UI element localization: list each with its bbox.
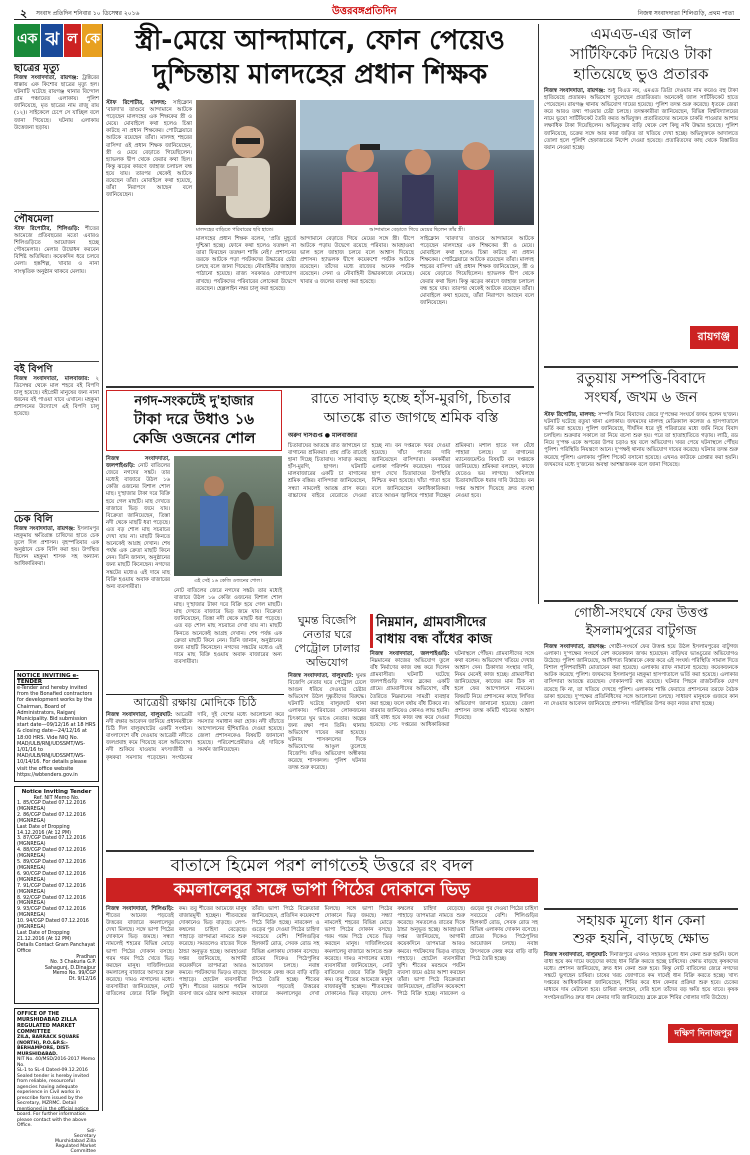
dakshin-dinajpur-tag: দক্ষিণ দিনাজপুর	[668, 1024, 738, 1043]
page-header	[14, 4, 740, 20]
note-col-2: নোট বাতিলের জেরে নগদের সঙ্কট। তার মধ্যেই বাজারে উঠল ১৬ কেজি ওজনের বিশাল শোল মাছ। দু'হাজার টাকা দরে বিক্রি হয়ে গেল মাছটি। মাছ দেখতে বাজারে ভিড় জমে যায়। বিক্রেতা জানিয়েছেন, তিস্তা নদী থেকে মাছটি ধরা পড়েছে। এত বড় শোল মাছ সচরাচর দেখা যায় না। মাছটি কিনতে অনেকেই আগ্রহ দেখান। শেষ পর্যন্ত এক ক্রেতা মাছটি কিনে নেন। তিনি জানান, অনুষ্ঠানের জন্য মাছটি কিনেছেন। নগদের সঙ্কটের মধ্যেও এই দামে মাছ বিক্রি হওয়ায় অবাক বাজারের অন্য ব্যবসায়ীরা।	[174, 588, 282, 665]
dateline: নিজস্ব সংবাদদাতা, রায়গঞ্জ:	[544, 88, 606, 94]
tender-row: 2. 86/CGP Dated 07.12.2016	[17, 812, 86, 818]
bjp-headline-3: পেট্রোল ঢালার	[294, 642, 360, 655]
ekjhalake-item-body: ২ ডিসেম্বর থেকে মাল শহরে বই বিপণি চালু হয়েছে। বইপ্রেমী মানুষের জন্য নানা ধরনের বই পাওয়া যাবে এখানে। মহকুমা প্রশাসনের উদ্যোগে এই বিপণি চালু হয়েছে।	[14, 376, 99, 418]
med-headline-3: হাতিয়েছে ভুও প্রতারক	[573, 65, 709, 83]
dateline: স্টাফ রিপোর্টার, মালদহ:	[106, 100, 167, 106]
tender-row: (MGNREGA)	[17, 925, 46, 931]
note-headline-1: নগদ-সংকটেই দু'হাজার	[134, 394, 254, 409]
shol-fish-story	[106, 390, 282, 690]
ekjhalake-item-title: পৌষমেলা	[14, 214, 54, 225]
tender-row: (MGNREGA)	[17, 818, 46, 824]
lead-col-4: সাইক্লোন 'বারদা'র তাণ্ডবে আন্দামানে আটকে পড়েছেন মালদহের এক শিক্ষকের স্ত্রী ও মেয়ে। মোবাইলে কথা হলেও চিন্তা কাটছে না প্রধান শিক্ষকের। পোর্টব্লেয়ারে আটকে রয়েছেন তাঁরা। মালদহ শহরের বাসিন্দা ওই প্রধান শিক্ষক জানিয়েছেন, স্ত্রী ও মেয়ে বেড়াতে গিয়েছিলেন। হ্যাভলক দ্বীপ থেকে ফেরার কথা ছিল। কিন্তু ঝড়ের কারণে জাহাজ চলাচল বন্ধ হয়ে যায়। তারপর থেকেই আটকে রয়েছেন তাঁরা। মোবাইলে কথা হয়েছে, তাঁরা নিরাপদে আছেন বলে জানিয়েছেন।	[420, 236, 534, 306]
bandh-headline-2: বাধায় বন্ধ বাঁধের কাজ	[376, 632, 492, 647]
himel-body-text-cont: শীতের আমেজ পড়তেই উত্তরের বাজারে কমলালেবুর দেখা মিলছে। সঙ্গে ভাপা পিঠের দোকানে ভিড় জমছে। সন্ধ্যা নামলেই শহরের বিভিন্ন মোড়ে ভাপা পিঠের দোকান বসছে। গরম গরম পিঠে খেতে ভিড় করছেন মানুষ। দার্জিলিংয়ের কমলালেবু বাজারে আসতে শুরু করেছে। দামও নাগালের মধ্যে। ব্যবসায়ীরা জানিয়েছেন, নোট বাতিলের জেরে বিক্রি কিছুটা কম। তবু শীতের আমেজে মানুষ বাজারমুখী হচ্ছেন। শীতবস্ত্রের দোকানেও ভিড় বাড়ছে। লেপ-কম্বলের চাহিদা বেড়েছে। পাহাড়ে তাপমাত্রা নামতে শুরু করেছে। সমতলেও রাতের দিকে ঠান্ডা অনুভূত হচ্ছে। আবহাওয়া দপ্তর জানিয়েছে, আগামী কয়েকদিনে তাপমাত্রা আরও কমবে। পর্যটকদের ভিড়ও বাড়ছে পাহাড়ে। হোটেল ব্যবসায়ীরা খুশি। শীতের মরশুমে পর্যটন ব্যবসা জমে ওঠার আশা করছেন তাঁরা। ভাপা পিঠে বিক্রেতারা জানিয়েছেন, প্রতিদিন কয়েকশো পিঠে বিক্রি হচ্ছে। নারকেল ও গুড়ের পুর দেওয়া পিঠের চাহিদা সবচেয়ে বেশি। শিলিগুড়ির হিলকার্ট রোড, সেবক রোড সহ বিভিন্ন এলাকায় দোকান বসেছে। গ্রামের দিকেও পিঠেপুলির আয়োজন চলছে। নবান্ন উৎসবকে কেন্দ্র করে বাড়ি বাড়ি পিঠে তৈরি হচ্ছে।	[251, 906, 538, 998]
bjp-headline-4: অভিযোগ	[305, 656, 349, 669]
med-headline-2: সার্টিফিকেট দিয়েও টাকা	[570, 45, 712, 63]
tender-row: 4. 88/CGP Dated 07.12.2016	[17, 848, 86, 854]
tender-row: Last Date of Dropping 14.12.2016 (At 12 PM)	[17, 824, 71, 836]
atreyee-body-text: আত্রেয়ী নদী রক্ষার আবেদন জানিয়ে প্রধানমন্ত্রীকে চিঠি দিল বালুরঘাটের একটি সংগঠন। বাংলাদেশে বাঁধ দেওয়ায় আত্রেয়ী নদীতে জলপ্রবাহ কমে গিয়েছে বলে অভিযোগ। নদী শুকিয়ে যাওয়ায় মৎস্যজীবী ও কৃষকরা সমস্যায় পড়েছেন। সংগঠনের দাবি, দুই দেশের মধ্যে আলোচনা করে সমস্যার সমাধান করা হোক। নদী বাঁচাতে আন্দোলনের হুঁশিয়ারিও দেওয়া হয়েছে। জেলা প্রশাসনকেও বিষয়টি জানানো হয়েছে। পরিবেশপ্রেমীরাও এই দাবিকে সমর্থন জানিয়েছেন।	[106, 712, 284, 761]
lead-story	[106, 24, 534, 384]
islampur-body	[544, 644, 738, 904]
lead-photo-teacher	[196, 100, 296, 225]
islampur-headline-2: ইসলামপুরের বাটুগজ	[585, 623, 697, 639]
ratua-body-text: সম্পত্তি নিয়ে বিবাদের জেরে দু'পক্ষের সংঘর্ষে জখম হলেন ছ'জন। ঘটনাটি ঘটেছে রতুয়া থানা এলাকায়। জখমদের মালদহ মেডিক্যাল কলেজ ও হাসপাতালে ভর্তি করা হয়েছে। পুলিশ জানিয়েছে, দীর্ঘদিন ধরে দুই পরিবারের মধ্যে জমি নিয়ে বিবাদ চলছিল। শুক্রবার সকালে তা নিয়ে বচসা শুরু হয়। পরে তা হাতাহাতিতে গড়ায়। লাঠি, রড নিয়ে দু'পক্ষ একে অপরের উপর চড়াও হয় বলে অভিযোগ। খবর পেয়ে ঘটনাস্থলে পৌঁছয় পুলিশ। পরিস্থিতি নিয়ন্ত্রণে আনে। দু'পক্ষই থানায় অভিযোগ দায়ের করেছে। ঘটনার তদন্ত শুরু করেছে পুলিশ। এলাকায় পুলিশ পিকেট বসানো হয়েছে। এখনও কাউকে গ্রেপ্তার করা হয়নি। জখমদের মধ্যে দু'জনের অবস্থা আশঙ্কাজনক বলে জানা গিয়েছে।	[544, 412, 739, 468]
person-silhouette-icon	[196, 100, 296, 225]
tender-notice-raiganj	[14, 670, 99, 782]
ekjhalake-column	[14, 24, 99, 664]
people-group-icon	[300, 100, 534, 225]
tender-body: Sealed tender is hereby invited from reliable, resourceful agencies having adequate experience in Civil works in prescribe form issued by the Secretary, MZRMC. Detail mentioned in the official notice board. For further information please contact with the above Office.	[17, 1073, 89, 1128]
lead-headline-1: স্ত্রী-মেয়ে আন্দামানে, ফোন পেয়েও	[135, 25, 505, 56]
tender-row: (MGNREGA)	[17, 901, 46, 907]
tender-row: (MGNREGA)	[17, 842, 46, 848]
dhan-headline-2: শুরু হয়নি, বাড়ছে ক্ষোভ	[572, 931, 710, 947]
tender-body: e-Tender and hereby invited from the Bonafied contractors for development works by the Chairman, Board of Administrators, Raiganj Municipality. Bid submission start date—09/12/16 at 18 HRS & closing date—24/12/16 at 18:00 HRS. Vide NIQ No. MAD/ULB/RNJ/UDSSMT/WS-1/01/16 to MAD/ULB/RNJ/UDSSMT/WS-10/14/16. For details please visit the office website https://wbtenders.gov.in	[17, 685, 96, 778]
lead-col-1	[106, 100, 192, 384]
dhan-body-text: দিনাজপুরে এখনও সহায়ক মূল্যে ধান কেনা শুরু হয়নি। ফলে বাধ্য হয়ে কম দামে ফড়েদের কাছে ধান বিক্রি করতে হচ্ছে চাষিদের। ক্ষোভ বাড়ছে কৃষকদের মধ্যে। প্রশাসন জানিয়েছে, দ্রুত ধান কেনা শুরু হবে। কিন্তু নোট বাতিলের জেরে নগদের সঙ্কটে ভুগছেন চাষিরা। চাষের খরচ জোগাতে কম দামেই ধান বিক্রি করতে হচ্ছে। খাদ্য দপ্তরের আধিকারিকরা জানিয়েছেন, শিবির করে ধান কেনার প্রক্রিয়া শুরু হবে। চেকের মাধ্যমে দাম মেটানো হবে। চাষিরা বলছেন, দেরি হলে তাঁদের বড় ক্ষতি হয়ে যাবে। কৃষক সংগঠনগুলিও দ্রুত ধান কেনার দাবি জানিয়েছে। ব্লকে ব্লকে শিবির খোলার দাবি উঠেছে।	[544, 952, 738, 1001]
shol-fish-caption: এই সেই ১৬ কেজি ওজনের শোল।	[193, 578, 263, 584]
chicken-headline-1: রাতে সাবাড় হচ্ছে হাঁস-মুরগি, চিতার	[311, 391, 511, 407]
tender-title: NOTICE INVITING e-TENDER	[17, 673, 79, 685]
ratua-story	[544, 370, 738, 598]
dateline: নিজস্ব সংবাদদাতা, রায়গঞ্জ:	[544, 644, 606, 650]
ekjhalake-item	[14, 211, 99, 361]
med-headline-1: এমএড-এর জাল	[590, 25, 692, 43]
ekjhalake-logo-part-3: ল	[64, 24, 80, 57]
dateline: নিজস্ব সংবাদদাতা, বালুরঘাট:	[544, 952, 608, 958]
chicken-body: চিতাবাঘের আতঙ্কে রাত জাগছেন চা বাগানের শ্রমিকরা। প্রায় প্রতি রাতেই হানা দিচ্ছে চিতাবাঘ। সাবাড় করছে হাঁস-মুরগি, ছাগল। ঘটনাটি মালবাজারের একটি চা বাগানের শ্রমিক বস্তির। বাসিন্দারা জানিয়েছেন, সন্ধ্যা নামলেই আতঙ্ক গ্রাস করে। বাচ্চাদের বাইরে বেরোতে দেওয়া হচ্ছে না। বন দপ্তরকে খবর দেওয়া হয়েছে। খাঁচা পাতার দাবি জানিয়েছেন বাসিন্দারা। বনকর্মীরা এলাকা পরিদর্শন করেছেন। পায়ের ছাপ দেখে চিতাবাঘের উপস্থিতি নিশ্চিত করা হয়েছে। খাঁচা পাতা হবে বলে জানিয়েছেন বনাধিকারিকরা। রাতে আগুন জ্বালিয়ে পাহারা দিচ্ছেন শ্রমিকরা। মশাল হাতে দল বেঁধে পাহারা চলছে। চা বাগানের ম্যানেজমেন্টও বিষয়টি বন দপ্তরকে জানিয়েছে। শ্রমিকরা বলছেন, কাজে যেতেও ভয় লাগছে। অবিলম্বে চিতাবাঘটিকে ধরার দাবি উঠেছে। বন দপ্তর আশ্বাস দিয়েছে দ্রুত ব্যবস্থা নেওয়া হবে।	[288, 443, 534, 499]
ekjhalake-item-body: শীতের আমেজে প্রতিবছরের মতো এবারও শিলিগুড়িতে আয়োজন হচ্ছে পৌষমেলার। মেলার উদ্বোধন করবেন বিশিষ্ট অতিথিরা। কয়েকদিন ধরে চলবে মেলা। হস্তশিল্প, খাবার ও নানা সাংস্কৃতিক অনুষ্ঠান থাকবে মেলায়।	[14, 226, 100, 275]
tender-row: 10. 94/CGP Dated 07.12.2016	[17, 919, 89, 925]
ekjhalake-logo-part-1: এক	[14, 24, 40, 57]
tender-sign: Sd/- Secretary Murshidabad Zilla Regulated Market Committee	[55, 1128, 96, 1155]
tender-sign: Pradhan No. 3 Chakuria G.P. Sahagunj, D.Dinajpur Memo No. 99/CGP Dt. 9/12/16	[44, 954, 96, 982]
bjp-story	[288, 614, 366, 846]
atreyee-headline: আত্রেয়ী রক্ষায় মোদিকে চিঠি	[106, 694, 284, 710]
shol-fish-photo	[174, 456, 282, 576]
atreyee-body	[106, 712, 284, 842]
ekjhalake-item-body: ইসলামপুর মহকুমায় ক্ষতিগ্রস্ত চাষিদের হাতে চেক তুলে দিল প্রশাসন। বৃহস্পতিবার এক অনুষ্ঠানে চেক বিলি করা হয়। উপস্থিত ছিলেন মহকুমা শাসক সহ অন্যান্য আধিকারিকরা।	[14, 526, 100, 568]
tender-notice-chakuria	[14, 786, 99, 1004]
ekjhalake-item	[14, 63, 99, 211]
tender-title: Notice Inviting Tender	[21, 789, 92, 795]
tender-row: 7. 91/CGP Dated 07.12.2016	[17, 883, 86, 889]
note-col-1	[106, 456, 170, 690]
dateline: নিজস্ব সংবাদদাতা, শিলিগুড়ি:	[106, 906, 174, 912]
tender-row: 5. 89/CGP Dated 07.12.2016	[17, 860, 86, 866]
bjp-headline-2: নেতার ঘরে	[302, 628, 352, 641]
note-headline-box	[106, 390, 282, 451]
raiganj-tag: রায়গঞ্জ	[690, 326, 738, 349]
tender-memo-2: SL-1 to SL-4 Dated-09.12.2016	[17, 1068, 88, 1073]
ratua-headline-1: রতুয়ায় সম্পত্তি-বিবাদে	[576, 371, 706, 387]
header-right: নিজস্ব সংবাদদাতা শিলিগুড়ি, প্রথম পাতা	[637, 10, 734, 17]
lead-col-3: আন্দামানে বেড়াতে গিয়ে মেয়ের সঙ্গে স্ত্রী। দ্বীপে আটকে পড়ায় উদ্বেগে রয়েছে পরিবার। আবহাওয়া ভাল হলে জাহাজ চলবে বলে আশ্বাস দিয়েছে প্রশাসন। হ্যাভলক দ্বীপে কয়েকশো পর্যটক আটকে রয়েছেন। তাঁদের মধ্যে রাজ্যের অনেক পর্যটক রয়েছেন। সেনা ও নৌবাহিনী উদ্ধারকাজে নেমেছে। খাবার ও জলের ব্যবস্থা করা হয়েছে।	[300, 236, 414, 285]
tender-title: OFFICE OF THE MURSHIDABAD ZILLA REGULATED MARKET COMMITTEE	[17, 1011, 77, 1035]
lead-headline-2: দুশ্চিন্তায় মালদহের প্রধান শিক্ষক	[152, 59, 488, 90]
masthead: উত্তরবঙ্গপ্রতিদিন	[332, 6, 397, 17]
med-body-text: শুধু বিএড নয়, এমএড ডিগ্রি দেওয়ার নাম করেও বহু টাকা হাতিয়েছে প্রতারক। অভিযোগ তুলেছেন প্রতারিতরা। অনেকেই জাল সার্টিফিকেট হাতে পেয়েছেন। রায়গঞ্জ থানায় অভিযোগ দায়ের হয়েছে। পুলিশ তদন্ত শুরু করেছে। ধৃতকে জেরা করে আরও তথ্য পাওয়ার চেষ্টা চলছে। তদন্তকারীরা জানিয়েছেন, বিভিন্ন বিশ্ববিদ্যালয়ের নামে ভুয়ো সার্টিফিকেট তৈরি করত অভিযুক্ত। প্রতারিতদের অনেকে চাকরি পাওয়ার আশায় লক্ষাধিক টাকা দিয়েছিলেন। অভিযুক্তের বাড়ি থেকে বেশ কিছু নথি উদ্ধার হয়েছে। পুলিশ জানিয়েছে, চক্রের সঙ্গে আর কারা জড়িত তা খতিয়ে দেখা হচ্ছে। অভিযুক্তকে আদালতে তোলা হলে পুলিশি হেফাজতের নির্দেশ দেওয়া হয়েছে। প্রতারিতদের কাছ থেকে বিস্তারিত বয়ান নেওয়া হচ্ছে।	[544, 88, 738, 151]
dhan-story	[544, 912, 738, 1112]
tender-row: Details Contact Gram Panchayat Office	[17, 942, 96, 954]
ekjhalake-logo-part-4: কে	[82, 24, 103, 57]
bjp-body-text: ঘুমন্ত বিজেপি নেতার ঘরে পেট্রোল ঢেলে আগুন ধরিয়ে দেওয়ার চেষ্টার অভিযোগ উঠল দুষ্কৃতীদের বিরুদ্ধে। ঘটনাটি ঘটেছে বালুরঘাট থানা এলাকায়। পরিবারের লোকজনের চিৎকারে ঘুম ভাঙে নেতার। অল্পের জন্য রক্ষা পান তিনি। থানায় অভিযোগ দায়ের করা হয়েছে। ঘটনায় শাসকদলের দিকে অভিযোগের আঙুল তুলেছে বিজেপি। যদিও অভিযোগ অস্বীকার করেছে শাসকদল। পুলিশ ঘটনার তদন্ত শুরু করেছে।	[288, 673, 366, 772]
himel-body-text: শীতের আমেজ পড়তেই উত্তরের বাজারে কমলালেবুর দেখা মিলছে। সঙ্গে ভাপা পিঠের দোকানে ভিড় জমছে। সন্ধ্যা নামলেই শহরের বিভিন্ন মোড়ে ভাপা পিঠের দোকান বসছে। গরম গরম পিঠে খেতে ভিড় করছেন মানুষ। দার্জিলিংয়ের কমলালেবু বাজারে আসতে শুরু করেছে। দামও নাগালের মধ্যে। ব্যবসায়ীরা জানিয়েছেন, নোট বাতিলের জেরে বিক্রি কিছুটা কম। তবু শীতের আমেজে মানুষ বাজারমুখী হচ্ছেন। শীতবস্ত্রের দোকানেও ভিড় বাড়ছে। লেপ-কম্বলের চাহিদা বেড়েছে। পাহাড়ে তাপমাত্রা নামতে শুরু করেছে। সমতলেও রাতের দিকে ঠান্ডা অনুভূত হচ্ছে। আবহাওয়া দপ্তর জানিয়েছে, আগামী কয়েকদিনে তাপমাত্রা আরও কমবে। পর্যটকদের ভিড়ও বাড়ছে পাহাড়ে। হোটেল ব্যবসায়ীরা খুশি। শীতের মরশুমে পর্যটন ব্যবসা জমে ওঠার আশা করছেন তাঁরা। ভাপা পিঠে বিক্রেতারা জানিয়েছেন, প্রতিদিন কয়েকশো পিঠে বিক্রি হচ্ছে। নারকেল ও গুড়ের পুর দেওয়া পিঠের চাহিদা সবচেয়ে বেশি। শিলিগুড়ির হিলকার্ট রোড, সেবক রোড সহ বিভিন্ন এলাকায় দোকান বসেছে। গ্রামের দিকেও পিঠেপুলির আয়োজন চলছে। নবান্ন উৎসবকে কেন্দ্র করে বাড়ি বাড়ি পিঠে তৈরি হচ্ছে।	[106, 906, 320, 998]
tender-row: 9. 93/CGP Dated 07.12.2016	[17, 907, 86, 913]
lead-col-2: মালদহের প্রধান শিক্ষক বলেন, 'প্রতি মুহূর্তে দুশ্চিন্তা হচ্ছে। ফোনে কথা হলেও যতক্ষণ না তারা ফিরছেন ততক্ষণ শান্তি নেই।' প্রশাসনের তরফে আটকে পড়া পর্যটকদের উদ্ধারের চেষ্টা চলছে বলে জানা গিয়েছে। নৌবাহিনীর জাহাজ পাঠানো হয়েছে। রাজ্য সরকারও যোগাযোগ রাখছে। পর্যটকদের পরিবারের লোকেরা উদ্বেগে রয়েছেন। হেল্পলাইন নম্বর চালু করা হয়েছে।	[196, 236, 296, 292]
himel-headline-1: বাতাসে হিমেল পরশ লাগতেই উত্তরে রং বদল	[170, 856, 474, 876]
med-body	[544, 88, 738, 350]
himel-headline-2: কমলালেবুর সঙ্গে ভাপা পিঠের দোকানে ভিড়	[106, 878, 538, 902]
tender-row: 8. 92/CGP Dated 07.12.2016	[17, 895, 86, 901]
ekjhalake-item	[14, 511, 99, 641]
dateline: স্টাফ রিপোর্টার, শিলিগুড়ি:	[14, 226, 80, 232]
lead-photo-caption-2: আন্দামানে বেড়াতে গিয়ে মেয়ের ছিলেন তাঁর স্ত্রী।	[369, 227, 465, 233]
bandh-body-text: নিম্নমানের কাজের অভিযোগ তুলে বাঁধ নির্মাণের কাজ বন্ধ করে দিলেন গ্রামবাসীরা। ঘটনাটি ঘটেছে জলপাইগুড়ি সদর ব্লকের একটি গ্রামে। গ্রামবাসীদের অভিযোগ, বাঁধ তৈরিতে নিম্নমানের সামগ্রী ব্যবহার করা হচ্ছে। ফলে বর্ষায় বাঁধ টিকবে না। বারবার জানিয়েও কোনও লাভ হয়নি। তাই বাধ্য হয়ে কাজ বন্ধ করে দেওয়া হয়েছে। সেচ দপ্তরের আধিকারিকরা ঘটনাস্থলে পৌঁছন। গ্রামবাসীদের সঙ্গে কথা বলেন। অভিযোগ খতিয়ে দেখার আশ্বাস দেন। ঠিকাদার সংস্থার দাবি, নিয়ম মেনেই কাজ হচ্ছে। গ্রামবাসীরা জানিয়েছেন, কাজের মান ঠিক না হলে ফের আন্দোলনে নামবেন। বিষয়টি নিয়ে প্রশাসনের কাছে লিখিত অভিযোগ জানানো হয়েছে। জেলা প্রশাসন তদন্ত কমিটি গঠনের আশ্বাস দিয়েছে।	[370, 651, 534, 728]
ekjhalake-item-title: বই বিপণি	[14, 364, 53, 375]
tender-address: ZILA, BARRACK SQUARE (NORTH), P.O.&P.S:-BERHAMPORE, DIST-MURSHIDABAD.	[17, 1035, 80, 1057]
islampur-story	[544, 604, 738, 906]
tender-row: (MGNREGA)	[17, 889, 46, 895]
lead-photo-caption-1: মালদহের বাড়িতে পরিবারের ছবি হাতে।	[196, 227, 274, 233]
dhan-headline-1: সহায়ক মূল্যে ধান কেনা	[576, 913, 706, 929]
lead-photo-family	[300, 100, 534, 225]
header-date: সংবাদ প্রতিদিন শনিবার ১০ ডিসেম্বর ২০১৬	[36, 10, 140, 17]
tender-row: 3. 87/CGP Dated 07.12.2016	[17, 836, 86, 842]
tender-row: 1. 85/CGP Dated 07.12.2016	[17, 801, 86, 806]
lead-body-1: সাইক্লোন 'বারদা'র তাণ্ডবে আন্দামানে আটকে পড়েছেন মালদহের এক শিক্ষকের স্ত্রী ও মেয়ে। মোবাইলে কথা হলেও চিন্তা কাটছে না প্রধান শিক্ষকের। পোর্টব্লেয়ারে আটকে রয়েছেন তাঁরা। মালদহ শহরের বাসিন্দা ওই প্রধান শিক্ষক জানিয়েছেন, স্ত্রী ও মেয়ে বেড়াতে গিয়েছিলেন। হ্যাভলক দ্বীপ থেকে ফেরার কথা ছিল। কিন্তু ঝড়ের কারণে জাহাজ চলাচল বন্ধ হয়ে যায়। তারপর থেকেই আটকে রয়েছেন তাঁরা। মোবাইলে কথা হয়েছে, তাঁরা নিরাপদে আছেন বলে জানিয়েছেন।	[106, 100, 192, 199]
fish-vendor-icon	[174, 456, 282, 576]
ekjhalake-item-body: ট্রাক্টরের ধাক্কায় এক কিশোর ছাত্রের মৃত্যু হল। ঘটনাটি ঘটেছে রায়গঞ্জ থানার বিন্দোল গ্রাম পঞ্চায়েত এলাকায়। পুলিশ জানিয়েছে, মৃত ছাত্রের নাম রাজু রায় (১২)। সাইকেলে চেপে সে যাচ্ছিল বলে জানা গিয়েছে। ঘটনায় এলাকায় উত্তেজনা ছড়ায়।	[14, 75, 100, 131]
page-number: ২	[20, 7, 28, 20]
dateline: স্টাফ রিপোর্টার, মালদহ:	[544, 412, 597, 418]
tender-row: Last Date of Dropping 21.12.2016 (At 12 PM)	[17, 930, 71, 942]
dateline: নিজস্ব সংবাদদাতা, বালুরঘাট:	[106, 712, 173, 718]
note-body: নোট বাতিলের জেরে নগদের সঙ্কট। তার মধ্যেই বাজারে উঠল ১৬ কেজি ওজনের বিশাল শোল মাছ। দু'হাজার টাকা দরে বিক্রি হয়ে গেল মাছটি। মাছ দেখতে বাজারে ভিড় জমে যায়। বিক্রেতা জানিয়েছেন, তিস্তা নদী থেকে মাছটি ধরা পড়েছে। এত বড় শোল মাছ সচরাচর দেখা যায় না। মাছটি কিনতে অনেকেই আগ্রহ দেখান। শেষ পর্যন্ত এক ক্রেতা মাছটি কিনে নেন। তিনি জানান, অনুষ্ঠানের জন্য মাছটি কিনেছেন। নগদের সঙ্কটের মধ্যেও এই দামে মাছ বিক্রি হওয়ায় অবাক বাজারের অন্য ব্যবসায়ীরা।	[106, 463, 171, 590]
islampur-headline-1: গোষ্ঠী-সংঘর্ষে ফের উত্তপ্ত	[573, 605, 709, 621]
tender-row: (MGNREGA)	[17, 913, 46, 919]
dateline: নিজস্ব সংবাদদাতা, রায়গঞ্জ:	[14, 526, 76, 532]
atreyee-story	[106, 694, 284, 846]
ratua-body	[544, 412, 738, 596]
dateline: নিজস্ব সংবাদদাতা, মালবাজার:	[14, 376, 90, 382]
islampur-body-text: গোষ্ঠী-সংঘর্ষে ফের উত্তপ্ত হয়ে উঠল ইসলামপুরের বাটুগজ এলাকা। দু'পক্ষের সংঘর্ষে বেশ কয়েকজন জখম হয়েছেন। বাড়িঘর ভাঙচুরের অভিযোগও উঠেছে। পুলিশ জানিয়েছে, আধিপত্য বিস্তারকে কেন্দ্র করে এই সংঘর্ষ। পরিস্থিতি সামাল দিতে বিশাল পুলিশবাহিনী মোতায়েন করা হয়েছে। এলাকায় র‍্যাফ নামানো হয়েছে। কয়েকজনকে আটক করেছে পুলিশ। জখমদের ইসলামপুর মহকুমা হাসপাতালে ভর্তি করা হয়েছে। এলাকার বাসিন্দারা আতঙ্কে রয়েছেন। দোকানপাট বন্ধ রয়েছে। ঘটনার পিছনে রাজনৈতিক যোগ রয়েছে কি না, তা খতিয়ে দেখছে পুলিশ। এলাকায় শান্তি ফেরাতে প্রশাসনের তরফে বৈঠক ডাকা হয়েছে। দু'পক্ষের প্রতিনিধিদের সঙ্গে আলোচনা চলছে। সাধারণ মানুষকে গুজবে কান না দেওয়ার আবেদন জানিয়েছে প্রশাসন। পরিস্থিতির উপর কড়া নজর রাখা হচ্ছে।	[544, 644, 739, 707]
tender-rows	[17, 801, 96, 955]
dateline: নিজস্ব সংবাদদাতা, বালুরঘাট:	[288, 673, 354, 679]
dateline: নিজস্ব সংবাদদাতা, জলপাইগুড়ি:	[106, 456, 170, 470]
med-story	[544, 24, 738, 364]
tender-row: 6. 90/CGP Dated 07.12.2016	[17, 871, 86, 877]
bjp-body	[288, 673, 366, 843]
chicken-byline: অরুণ দাসগুপ্ত ● মালবাজার	[288, 432, 358, 439]
tender-subtitle: Ref. NIT Memo No.	[33, 795, 80, 801]
bandh-headline-1: নিম্নমান, গ্রামবাসীদের	[376, 615, 487, 630]
note-headline-2: টাকা দরে উধাও ১৬	[133, 410, 255, 428]
tender-memo: NIT No. 40/MSD/2016-2017 Memo No.	[17, 1057, 96, 1068]
chicken-headline-2: আতঙ্কে রাত জাগছে শ্রমিক বস্তি	[323, 410, 499, 426]
dateline: নিজস্ব সংবাদদাতা, রায়গঞ্জ:	[14, 75, 79, 81]
tender-notice-murshidabad	[14, 1008, 99, 1155]
tender-row: (MGNREGA)	[17, 877, 46, 883]
dateline: নিজস্ব সংবাদদাতা, জলপাইগুড়ি:	[370, 651, 450, 657]
bjp-headline-1: ঘুমন্ত বিজেপি	[297, 614, 357, 627]
tender-row: (MGNREGA)	[17, 865, 46, 871]
ekjhalake-logo-part-2: ঝ	[41, 24, 63, 57]
ekjhalake-item-title: ছাত্রের মৃত্যু	[14, 63, 60, 74]
ekjhalake-logo	[14, 24, 99, 57]
tender-row: (MGNREGA)	[17, 806, 46, 812]
ratua-headline-2: সংঘর্ষ, জখম ৬ জন	[584, 390, 698, 406]
bandh-headline-box	[370, 614, 534, 648]
ekjhalake-item	[14, 361, 99, 511]
ekjhalake-item-title: চেক বিলি	[14, 514, 53, 525]
bandh-story	[370, 614, 534, 846]
bandh-body	[370, 651, 534, 841]
note-headline-3: কেজি ওজনের শোল	[132, 429, 256, 447]
tender-row: (MGNREGA)	[17, 854, 46, 860]
leopard-story	[288, 390, 534, 610]
himel-story	[106, 854, 538, 1112]
himel-body	[106, 906, 538, 1110]
